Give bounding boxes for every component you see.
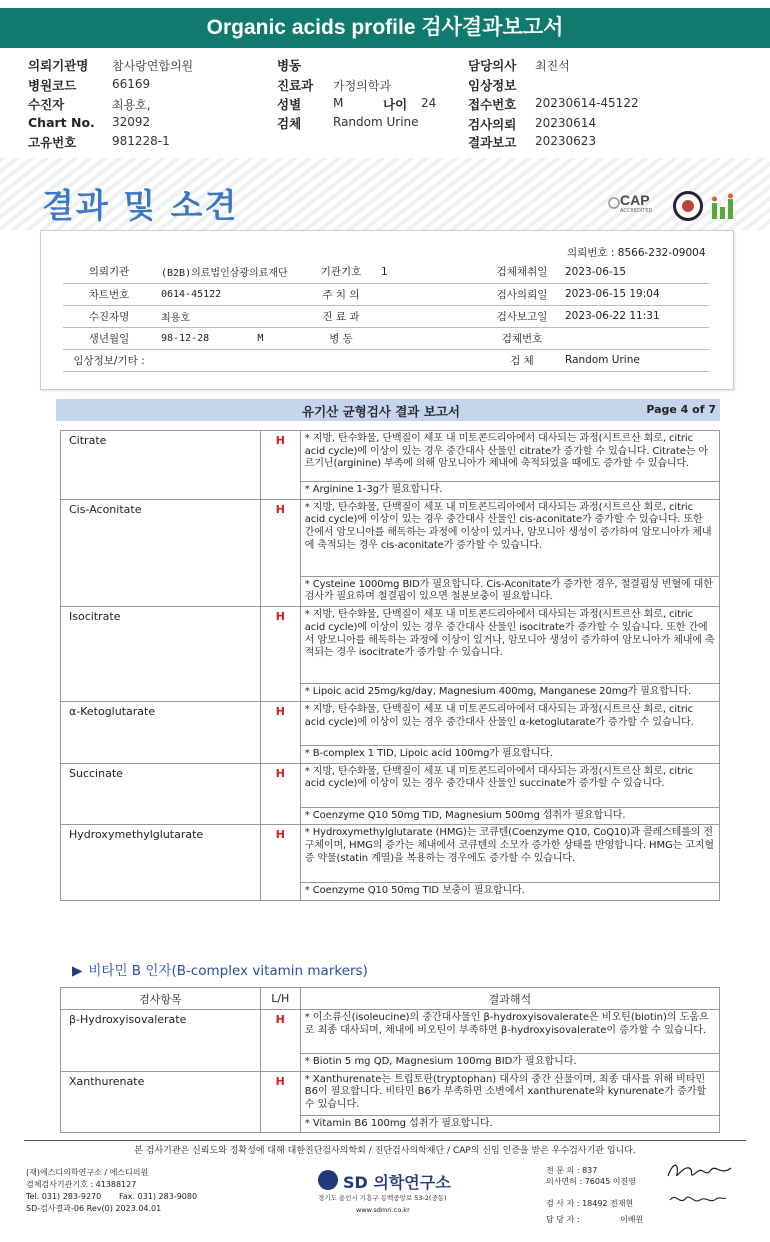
age-value: 24 <box>421 96 437 110</box>
flag-high: H <box>260 431 300 500</box>
signatory-value: 18492 전재현 <box>582 1199 634 1208</box>
flag-high: H <box>260 1071 300 1133</box>
info-value: 0614-45122 <box>155 283 307 305</box>
hdr-value: 20230623 <box>535 134 597 148</box>
info-row <box>63 305 709 327</box>
interpretation: * 지방, 탄수화물, 단백질이 세포 내 미토콘드리아에서 대사되는 과정(시트르산 회로, citric acid cycle)에 이상이 있는 경우 중간대사 산물인 cis-aconitate가 증가할 수 있습니다. 또한 간에서 암모니아를 해독하는 과정에 이상이 있거나, 암모니아 생성이 증가하여 암모니아가 체내에 축적되는 경우 cis-aconitate가 증가할 수 있습니다. <box>300 499 719 576</box>
hdr-value: 20230614-45122 <box>535 96 639 110</box>
info-value <box>375 283 485 305</box>
table-row <box>61 607 720 684</box>
section-title: 유기산 균형검사 결과 보고서 <box>302 404 460 419</box>
page-number: Page 4 of 7 <box>646 403 716 416</box>
analyte-name: Isocitrate <box>61 607 261 702</box>
flag-high: H <box>260 1010 300 1072</box>
info-label: 차트번호 <box>63 283 155 305</box>
hdr-label: 의뢰기관명 <box>28 58 89 73</box>
table-row <box>61 1071 720 1115</box>
request-number: 의뢰번호 : 8566-232-09004 <box>567 247 706 259</box>
table-row <box>61 499 720 576</box>
recommendation: * Cysteine 1000mg BID가 필요합니다. Cis-Aconitate가 증가한 경우, 철결핍성 빈혈에 대한 검사가 필요하며 철결핍이 있으면 철분보충이 필요합니다. <box>300 576 719 606</box>
hdr-label: 병원코드 <box>28 78 77 93</box>
analyte-name: Cis-Aconitate <box>61 499 261 606</box>
info-label: 검체번호 <box>485 327 559 349</box>
column-header: 검사항목 <box>61 988 261 1010</box>
interpretation: * 지방, 탄수화물, 단백질이 세포 내 미토콘드리아에서 대사되는 과정(시트르산 회로, citric acid cycle)에 이상이 있는 경우 중간대사 산물인 isocitrate가 증가할 수 있습니다. 또한 간에서 암모니아를 해독하는 과정에 이상이 있거나, 암모니아 생성이 증가하여 암모니아가 체내에 축적되는 경우 isocitrate가 증가할 수 있습니다. <box>300 607 719 684</box>
hdr-label: Chart No. <box>28 115 95 130</box>
info-label: 검사보고일 <box>485 305 559 327</box>
flag-high: H <box>260 763 300 825</box>
analyte-name: Succinate <box>61 763 261 825</box>
hdr-value: 가정의학과 <box>333 79 391 93</box>
interpretation: * 이소류신(isoleucine)의 중간대사물인 β-hydroxyisovalerate은 비오틴(biotin)의 도움으로 최종 대사되며, 체내에 비오틴이 부족하면 β-hydroxyisovalerate이 증가할 수 있습니다. <box>300 1010 719 1054</box>
hdr-label: 접수번호 <box>468 97 517 112</box>
column-header: L/H <box>260 988 300 1010</box>
signatory-value: 76045 이진영 <box>584 1177 636 1186</box>
patient-info-card <box>40 230 734 390</box>
hdr-value: 최진석 <box>535 59 570 73</box>
organic-acid-results-table <box>60 430 720 901</box>
table-header-row <box>61 988 720 1010</box>
sd-logo-name: SD 의학연구소 <box>343 1173 451 1192</box>
info-label: 기관기호 <box>307 261 375 283</box>
info-value: 최용호 <box>155 305 307 327</box>
info-label: 주 치 의 <box>307 283 375 305</box>
info-value <box>559 327 709 349</box>
doctor-signature-icon <box>665 1158 735 1184</box>
flag-high: H <box>260 499 300 606</box>
info-label: 검체채취일 <box>485 261 559 283</box>
info-value <box>375 327 485 349</box>
age-label: 나이 <box>383 97 408 112</box>
info-row <box>63 327 709 349</box>
patient-info-table <box>63 261 709 372</box>
hdr-label: 담당의사 <box>468 58 517 73</box>
lab-code: 검체검사기관기호 : 41388127 <box>26 1180 137 1189</box>
hdr-label: 수진자 <box>28 97 65 112</box>
patient-header <box>0 52 770 152</box>
signatory-value: 837 <box>582 1166 598 1175</box>
interpretation: * Hydroxymethylglutarate (HMG)는 코큐텐(Coenzyme Q10, CoQ10)과 콜레스테롤의 전구체이며, HMG의 증가는 체내에서 코큐텐의 소모가 증가한 상태를 반영합니다. HMG는 고지혈증 약물(statin 계열)을 복용하는 경우에도 증가할 수 있습니다. <box>300 825 719 883</box>
interpretation: * 지방, 탄수화물, 단백질이 세포 내 미토콘드리아에서 대사되는 과정(시트르산 회로, citric acid cycle)에 이상이 있는 경우 중간대사 산물인 citrate가 증가할 수 있습니다. Citrate는 아르기닌(arginine) 부족에 의해 암모니아가 체내에 축적되었을 때에도 증가할 수 있습니다. <box>300 431 719 482</box>
info-value <box>375 349 485 371</box>
interpretation: * 지방, 탄수화물, 단백질이 세포 내 미토콘드리아에서 대사되는 과정(시트르산 회로, citric acid cycle)에 이상이 있는 경우 중간대사 산물인 α-ketoglutarate가 증가할 수 있습니다. <box>300 701 719 745</box>
analyte-name: Xanthurenate <box>61 1071 261 1133</box>
results-heading: 결과 및 소견 <box>42 186 239 225</box>
analyte-name: Hydroxymethylglutarate <box>61 825 261 901</box>
hdr-value: Random Urine <box>333 115 419 129</box>
sd-lab-logo <box>318 1168 478 1218</box>
info-value: 2023-06-15 <box>559 261 709 283</box>
table-row <box>61 701 720 745</box>
table-row <box>61 763 720 807</box>
info-row <box>63 349 709 371</box>
signatories <box>546 1163 643 1228</box>
subsection-heading <box>72 959 368 979</box>
recommendation: * Coenzyme Q10 50mg TID 보충이 필요합니다. <box>300 883 719 901</box>
section-title-bar <box>56 399 720 421</box>
info-value: 98-12-28 M <box>155 327 307 349</box>
interpretation: * 지방, 탄수화물, 단백질이 세포 내 미토콘드리아에서 대사되는 과정(시트르산 회로, citric acid cycle)에 이상이 있는 경우 중간대사 산물인 succinate가 증가할 수 있습니다. <box>300 763 719 807</box>
hdr-label: 병동 <box>277 58 302 73</box>
info-value: (B2B)의료법인삼광의료재단 <box>155 261 307 283</box>
hdr-label: 임상정보 <box>468 78 517 93</box>
hdr-label: 검사의뢰 <box>468 117 517 132</box>
analyte-name: α-Ketoglutarate <box>61 701 261 763</box>
info-label: 의뢰기관 <box>63 261 155 283</box>
info-label <box>307 349 375 371</box>
cap-mark-icon <box>608 194 620 212</box>
hdr-value: 참사랑연합의원 <box>112 59 194 73</box>
info-value: 2023-06-15 19:04 <box>559 283 709 305</box>
form-revision: SD-검사결과-06 Rev(0) 2023.04.01 <box>26 1204 162 1213</box>
cap-logo <box>608 192 670 220</box>
info-value: 2023-06-22 11:31 <box>559 305 709 327</box>
lab-phone: Tel. 031) 283-9270 Fax. 031) 283-9080 <box>26 1192 198 1201</box>
recommendation: * Arginine 1-3g가 필요합니다. <box>300 482 719 500</box>
hdr-value: 66169 <box>112 77 151 91</box>
signatory-label: 전 문 의 : <box>546 1166 580 1175</box>
flag-high: H <box>260 607 300 702</box>
info-row <box>63 283 709 305</box>
cap-subtext: ACCREDITED <box>620 208 653 214</box>
table-row <box>61 1010 720 1054</box>
recommendation: * Lipoic acid 25mg/kg/day, Magnesium 400mg, Manganese 20mg가 필요합니다. <box>300 684 719 702</box>
vitamin-b-results-table <box>60 987 720 1133</box>
hdr-label: 결과보고 <box>468 135 517 150</box>
accreditation-seal-icon <box>673 191 703 221</box>
signatory-value: 이배원 <box>620 1215 644 1224</box>
lab-address: 경기도 용인시 기흥구 동백중앙로 53-2(중동) <box>318 1194 447 1202</box>
info-label: 임상정보/기타 : <box>63 349 155 371</box>
triangle-bullet-icon: ▶ <box>72 963 83 979</box>
recommendation: * Biotin 5 mg QD, Magnesium 100mg BID가 필요합니다. <box>300 1054 719 1072</box>
lab-name: (재)에스디의학연구소 / 에스디의원 <box>26 1168 149 1177</box>
hdr-value: M <box>333 96 344 110</box>
hdr-label: 진료과 <box>277 78 314 93</box>
table-row <box>61 825 720 883</box>
info-row <box>63 261 709 283</box>
info-value <box>155 349 307 371</box>
hdr-label: 성별 <box>277 97 302 112</box>
cap-text: CAP <box>620 192 650 208</box>
hdr-value: 20230614 <box>535 116 597 130</box>
recommendation: * B-complex 1 TID, Lipoic acid 100mg가 필요합니다. <box>300 745 719 763</box>
recommendation: * Coenzyme Q10 50mg TID, Magnesium 500mg 섭취가 필요합니다. <box>300 807 719 825</box>
hdr-label: 고유번호 <box>28 135 77 150</box>
recommendation: * Vitamin B6 100mg 섭취가 필요합니다. <box>300 1115 719 1133</box>
subsection-title: 비타민 B 인자(B-complex vitamin markers) <box>88 963 368 979</box>
hdr-value: 최용호, <box>112 98 151 112</box>
column-header: 결과해석 <box>300 988 719 1010</box>
certification-note: 본 검사기관은 신뢰도와 정확성에 대해 대한진단검사의학회 / 진단검사의학재단 / CAP의 신임 인증을 받은 우수검사기관 입니다. <box>134 1146 636 1156</box>
table-row <box>61 431 720 482</box>
flag-high: H <box>260 825 300 901</box>
flag-high: H <box>260 701 300 763</box>
info-value <box>375 305 485 327</box>
signatory-label: 의사면허 : <box>546 1177 583 1186</box>
hdr-value: 32092 <box>112 115 151 129</box>
lab-mark-icon <box>710 193 738 221</box>
info-label: 검사의뢰일 <box>485 283 559 305</box>
info-label: 수진자명 <box>63 305 155 327</box>
signatory-label: 검 사 자 : <box>546 1199 580 1208</box>
footer-divider <box>24 1140 746 1141</box>
info-label: 병 동 <box>307 327 375 349</box>
info-label: 생년월일 <box>63 327 155 349</box>
info-label: 진 료 과 <box>307 305 375 327</box>
lab-contact <box>26 1167 197 1215</box>
info-value: 1 <box>375 261 485 283</box>
info-value: Random Urine <box>559 349 709 371</box>
signatory-label: 담 당 자 : <box>546 1215 580 1224</box>
report-title: Organic acids profile 검사결과보고서 <box>0 8 770 48</box>
hdr-value: 981228-1 <box>112 134 170 148</box>
analyte-name: Citrate <box>61 431 261 500</box>
lab-website: www.sdmri.co.kr <box>356 1206 410 1214</box>
sd-logo-icon <box>318 1170 338 1190</box>
hdr-label: 검체 <box>277 116 302 131</box>
analyte-name: β-Hydroxyisovalerate <box>61 1010 261 1072</box>
interpretation: * Xanthurenate는 트립토판(tryptophan) 대사의 중간 산물이며, 최종 대사를 위해 비타민 B6이 필요합니다. 비타민 B6가 부족하면 소변에서 xanthurenate와 kynurenate가 증가할 수 있습니다. <box>300 1071 719 1115</box>
tester-signature-icon <box>668 1190 728 1210</box>
info-label: 검 체 <box>485 349 559 371</box>
